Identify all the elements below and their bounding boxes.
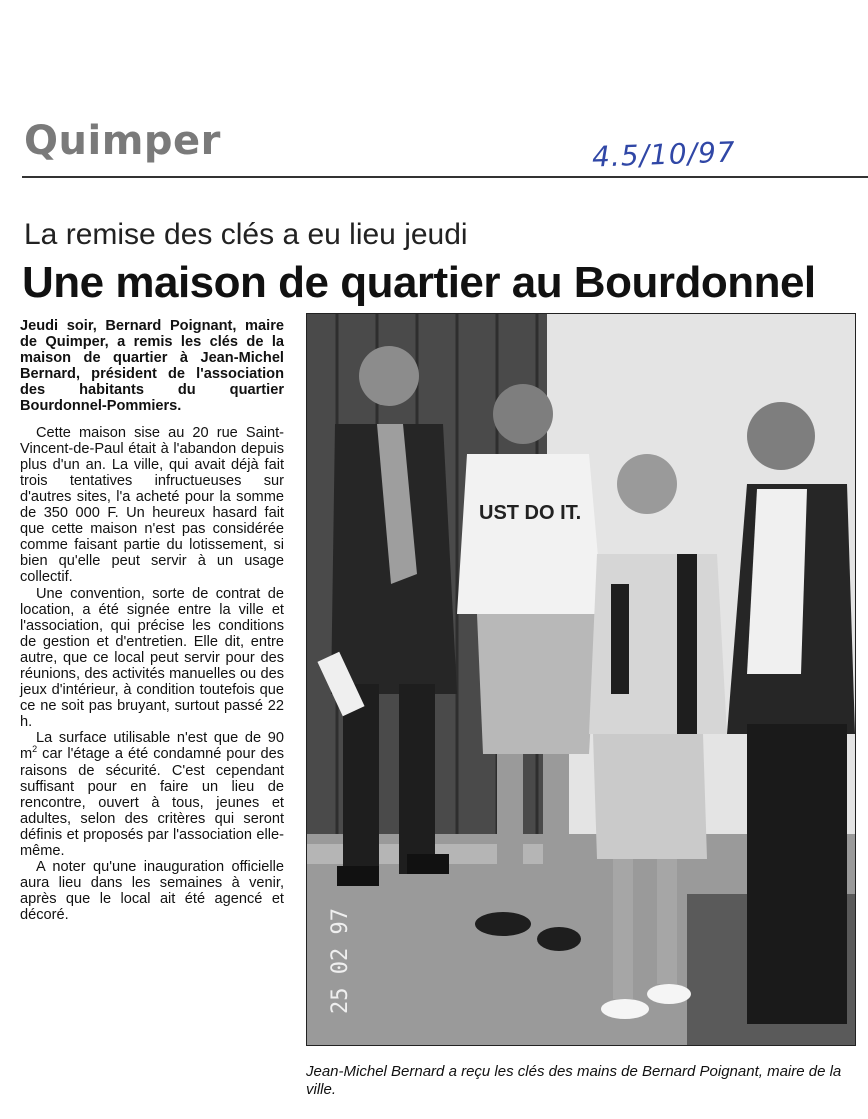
section-title: Quimper	[24, 118, 221, 164]
article-photo	[306, 313, 856, 1046]
surface-unit-exponent: 2	[32, 744, 38, 755]
surface-text-rest: car l'étage a été condamné pour des raisons de sécurité. C'est cependant suffisant pour en faire un lieu de rencontre, ouvert à tous, jeunes et adultes, selon des critères qui seront définis et proposés par l'association elle-même.	[20, 746, 284, 859]
tshirt-slogan: UST DO IT.	[479, 502, 582, 524]
article-body	[20, 318, 284, 923]
photo-caption: Jean-Michel Bernard a reçu les clés des mains de Bernard Poignant, maire de la ville.	[306, 1063, 842, 1098]
surface-text: La surface utilisable n'est que de 90 m	[20, 730, 284, 763]
article-headline: Une maison de quartier au Bourdonnel	[22, 258, 816, 307]
article-paragraph: A noter qu'une inauguration officielle aura lieu dans les semaines à venir, après que le local ait été agencé et décoré.	[20, 859, 284, 924]
handwritten-date: 4.5/10/97	[591, 135, 737, 174]
article-paragraph: Une convention, sorte de contrat de location, a été signée entre la ville et l'association, qui précise les conditions de gestion et d'entretien. Elle dit, entre autre, que ce local peut servir pour des réunions, des activités manuelles ou des jeux d'intérieur, à condition toutefois que ce ne soit pas bruyant, surtout passé 22 h.	[20, 585, 284, 731]
section-rule	[22, 176, 868, 178]
article-lead: Jeudi soir, Bernard Poignant, maire de Quimper, a remis les clés de la maison de quartier à Jean-Michel Bernard, président de l'association des habitants du quartier Bourdonnel-Pommiers.	[20, 318, 284, 415]
article-paragraph: Cette maison sise au 20 rue Saint-Vincent-de-Paul était à l'abandon depuis plus d'un an. La ville, qui avait déjà fait trois tentatives infructueuses sur d'autres sites, l'a acheté pour la somme de 350 000 F. Un heureux hasard fait que cette maison n'est pas considérée comme faisant partie du lotissement, si bien qu'elle peut servir à un usage collectif.	[20, 424, 284, 586]
article-paragraph	[20, 730, 284, 859]
photo-date-stamp: 25 02 97	[328, 908, 353, 1014]
article-kicker: La remise des clés a eu lieu jeudi	[24, 218, 468, 251]
